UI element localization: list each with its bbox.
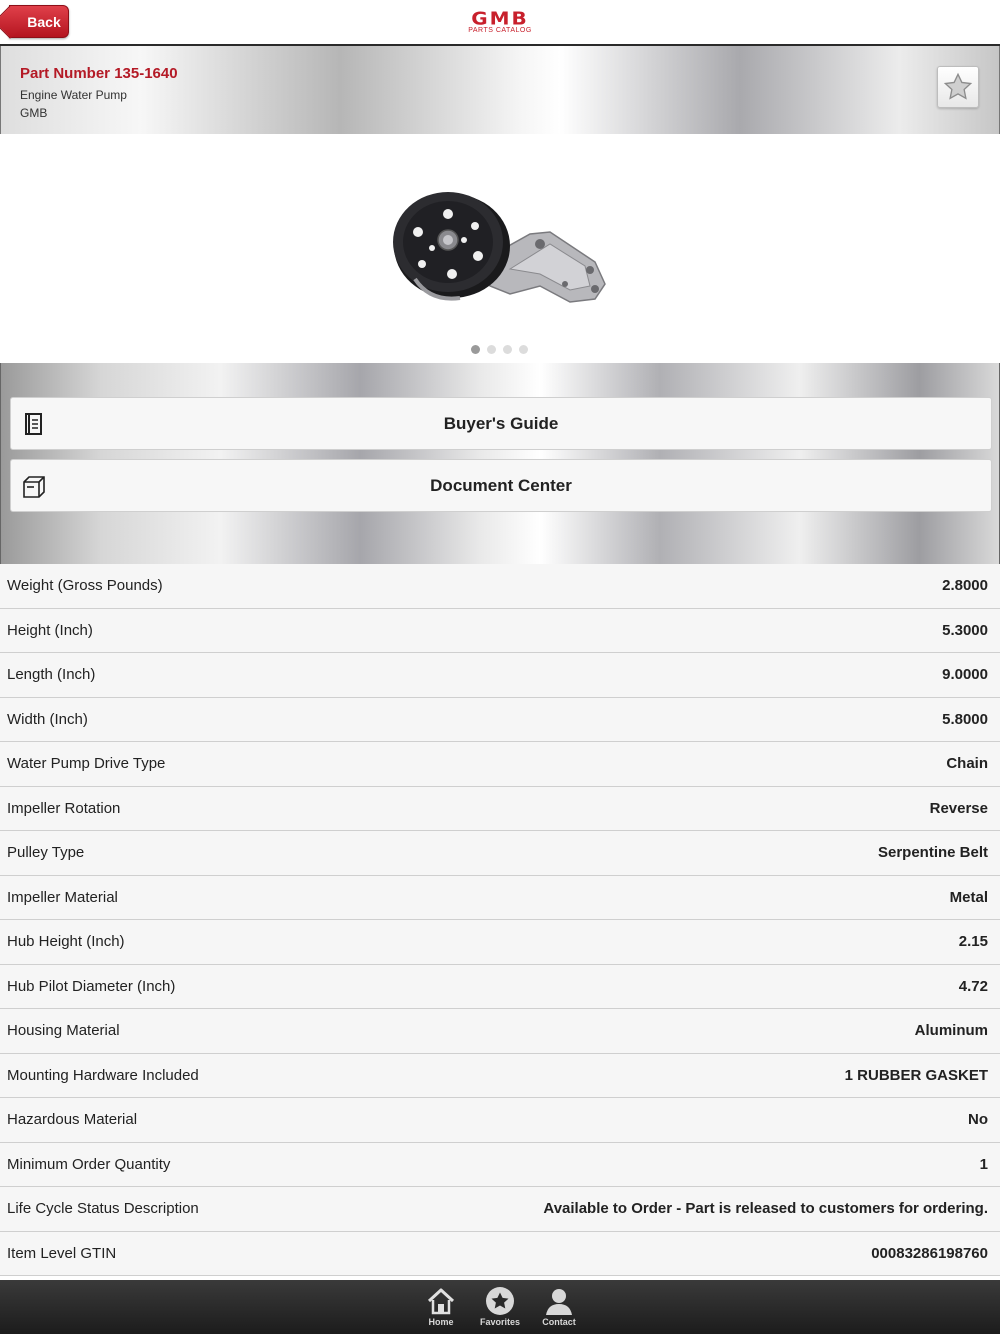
pager-dot[interactable] [519, 345, 528, 354]
table-row [0, 831, 1000, 876]
spec-label: Item Level GTIN [7, 1244, 117, 1262]
tab-contact-label: Contact [542, 1317, 576, 1327]
spec-value: 2.15 [958, 933, 988, 951]
add-favorite-button[interactable] [937, 66, 979, 108]
tab-contact[interactable] [531, 1286, 587, 1327]
document-center-button[interactable] [10, 459, 992, 512]
pager-dot[interactable] [471, 345, 480, 354]
spec-label: Height (Inch) [7, 621, 93, 639]
part-description: Engine Water Pump [20, 88, 127, 102]
document-center-label: Document Center [430, 475, 572, 495]
tab-favorites[interactable] [472, 1286, 528, 1327]
table-row [0, 609, 1000, 654]
spec-label: Hub Pilot Diameter (Inch) [7, 977, 176, 995]
bottom-tab-bar [0, 1280, 1000, 1334]
spec-label: Width (Inch) [7, 710, 88, 728]
back-button[interactable] [9, 5, 69, 38]
spec-table [0, 564, 1000, 1276]
tab-favorites-label: Favorites [479, 1317, 521, 1327]
spec-value: 9.0000 [942, 666, 988, 684]
spec-value: 2.8000 [942, 577, 988, 595]
table-row [0, 1009, 1000, 1054]
spec-value: 00083286198760 [871, 1244, 988, 1262]
spec-label: Impeller Rotation [7, 799, 121, 817]
part-header [0, 46, 1000, 134]
back-button-label: Back [27, 13, 61, 30]
image-gallery[interactable] [0, 134, 1000, 363]
part-number: Part Number 135-1640 [20, 65, 178, 82]
tab-home-label: Home [428, 1317, 454, 1327]
spec-label: Pulley Type [7, 844, 85, 862]
part-brand: GMB [20, 106, 48, 120]
spec-label: Life Cycle Status Description [7, 1200, 199, 1218]
spec-label: Hazardous Material [7, 1111, 138, 1129]
spec-label: Length (Inch) [7, 666, 96, 684]
person-icon [544, 1286, 574, 1316]
table-row [0, 698, 1000, 743]
spec-label: Minimum Order Quantity [7, 1155, 171, 1173]
spec-value: Chain [946, 755, 988, 773]
water-pump-image [390, 174, 615, 314]
table-row [0, 920, 1000, 965]
table-row [0, 653, 1000, 698]
spec-value: 1 RUBBER GASKET [844, 1066, 988, 1084]
spec-value: Available to Order - Part is released to customers for ordering. [543, 1200, 988, 1218]
spec-label: Mounting Hardware Included [7, 1066, 199, 1084]
table-row [0, 876, 1000, 921]
star-circle-icon [485, 1286, 515, 1316]
spec-value: Serpentine Belt [877, 844, 988, 862]
tab-home[interactable] [413, 1286, 469, 1327]
table-row [0, 1143, 1000, 1188]
table-row [0, 965, 1000, 1010]
table-row [0, 1054, 1000, 1099]
spec-value: No [968, 1111, 988, 1129]
logo-main-text: GMB [471, 7, 529, 29]
spec-value: 1 [979, 1155, 988, 1173]
spec-label: Water Pump Drive Type [7, 755, 166, 773]
actions-band [0, 363, 1000, 564]
pager-dot[interactable] [487, 345, 496, 354]
logo-sub-text: PARTS CATALOG [468, 27, 532, 34]
table-row [0, 742, 1000, 787]
table-row [0, 1232, 1000, 1277]
spec-value: 5.3000 [942, 621, 988, 639]
buyers-guide-button[interactable] [10, 397, 992, 450]
table-row [0, 1187, 1000, 1232]
gallery-pager[interactable] [471, 345, 528, 354]
spec-value: Metal [949, 888, 988, 906]
table-row [0, 787, 1000, 832]
box-icon [21, 473, 47, 499]
book-icon [21, 411, 47, 437]
home-icon [426, 1286, 456, 1316]
spec-label: Hub Height (Inch) [7, 933, 125, 951]
spec-label: Weight (Gross Pounds) [7, 577, 163, 595]
spec-value: Aluminum [914, 1022, 988, 1040]
spec-value: 5.8000 [942, 710, 988, 728]
buyers-guide-label: Buyer's Guide [443, 413, 559, 433]
spec-label: Impeller Material [7, 888, 118, 906]
pager-dot[interactable] [503, 345, 512, 354]
spec-value: 4.72 [958, 977, 988, 995]
gmb-logo [440, 9, 560, 35]
table-row [0, 564, 1000, 609]
star-icon [942, 71, 974, 103]
spec-value: Reverse [929, 799, 988, 817]
top-nav-bar [0, 0, 1000, 46]
table-row [0, 1098, 1000, 1143]
spec-label: Housing Material [7, 1022, 120, 1040]
